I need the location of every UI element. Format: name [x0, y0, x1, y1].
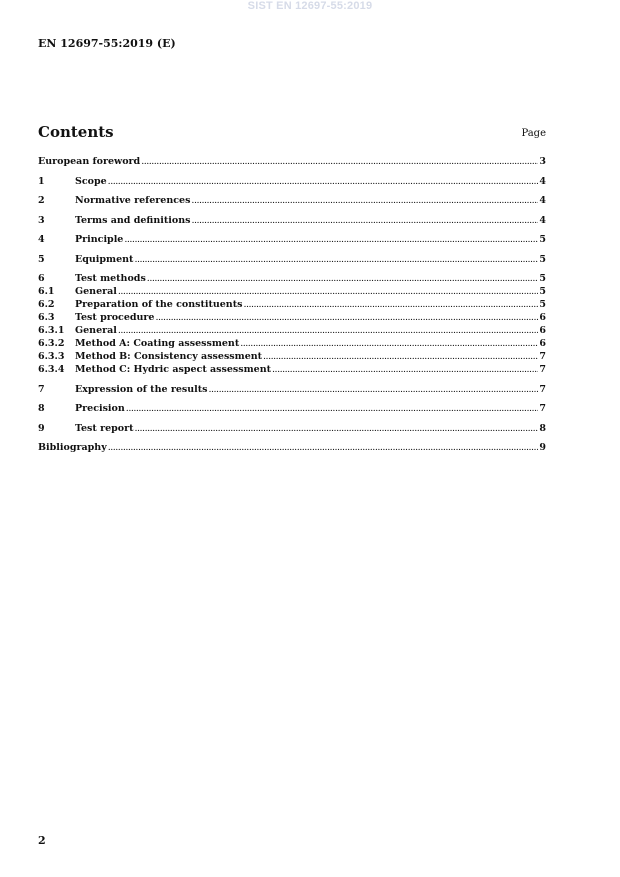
- toc-entry-title: Method C: Hydric aspect assessment: [75, 364, 272, 375]
- toc-entry-number: 6.3.2: [38, 338, 65, 349]
- toc-leader-dots: [118, 285, 538, 298]
- toc-entry-number: 1: [38, 175, 45, 187]
- toc-entry-page: 6: [539, 312, 546, 323]
- toc-entry-6-3-1-general[interactable]: [38, 324, 546, 337]
- toc-entry-title: General: [75, 325, 117, 336]
- toc-entry-number: 3: [38, 214, 45, 226]
- toc-entry-page: 8: [539, 422, 546, 434]
- toc-entry-normative-references[interactable]: [38, 194, 546, 207]
- toc-entry-title: Precision: [75, 403, 125, 414]
- toc-entry-title: Method A: Coating assessment: [75, 338, 240, 349]
- toc-entry-number: 6.3.4: [38, 364, 65, 375]
- toc-entry-title: European foreword: [38, 156, 141, 167]
- toc-entry-number: 4: [38, 234, 45, 245]
- page-column-label: Page: [521, 128, 546, 139]
- toc-entry-precision[interactable]: [38, 402, 546, 415]
- toc-entry-principle[interactable]: [38, 233, 546, 246]
- toc-entry-page: 7: [539, 364, 546, 375]
- toc-entry-page: 5: [539, 286, 546, 297]
- toc-entry-scope[interactable]: [38, 175, 546, 188]
- toc-entry-number: 6.2: [38, 299, 55, 310]
- toc-leader-dots: [243, 298, 538, 311]
- toc-leader-dots: [135, 422, 539, 435]
- toc-entry-foreword[interactable]: [38, 155, 546, 168]
- toc-leader-dots: [208, 383, 538, 396]
- toc-entry-title: Scope: [75, 175, 107, 187]
- toc-entry-test-report[interactable]: [38, 422, 546, 435]
- toc-entry-page: 6: [539, 338, 546, 349]
- toc-entry-expression-of-results[interactable]: [38, 383, 546, 396]
- toc-entry-page: 7: [539, 351, 546, 362]
- toc-entry-title: Test methods: [75, 273, 146, 284]
- toc-leader-dots: [108, 175, 539, 188]
- toc-entry-page: 5: [539, 253, 546, 265]
- table-of-contents: [38, 155, 546, 454]
- toc-leader-dots: [118, 324, 538, 337]
- toc-leader-dots: [147, 272, 539, 285]
- toc-entry-page: 7: [539, 403, 546, 414]
- toc-entry-number: 9: [38, 422, 45, 434]
- toc-entry-page: 9: [539, 442, 546, 453]
- toc-entry-title: Test procedure: [75, 312, 155, 323]
- toc-entry-title: Expression of the results: [75, 383, 208, 395]
- toc-entry-page: 5: [539, 299, 546, 310]
- toc-leader-dots: [272, 363, 538, 376]
- toc-entry-method-a[interactable]: [38, 337, 546, 350]
- toc-entry-test-procedure[interactable]: [38, 311, 546, 324]
- toc-leader-dots: [155, 311, 538, 324]
- toc-entry-title: Preparation of the constituents: [75, 299, 243, 310]
- toc-entry-title: General: [75, 286, 117, 297]
- toc-entry-page: 4: [539, 175, 546, 187]
- toc-leader-dots: [108, 441, 539, 454]
- toc-entry-title: Principle: [75, 234, 124, 245]
- toc-entry-equipment[interactable]: [38, 253, 546, 266]
- toc-leader-dots: [126, 402, 539, 415]
- toc-entry-page: 6: [539, 325, 546, 336]
- toc-entry-title: Equipment: [75, 253, 134, 265]
- toc-entry-page: 5: [539, 273, 546, 284]
- toc-leader-dots: [124, 233, 538, 246]
- toc-leader-dots: [240, 337, 538, 350]
- toc-entry-bibliography[interactable]: [38, 441, 546, 454]
- toc-entry-method-b[interactable]: [38, 350, 546, 363]
- toc-leader-dots: [263, 350, 538, 363]
- toc-entry-6-1-general[interactable]: [38, 285, 546, 298]
- toc-entry-title: Method B: Consistency assessment: [75, 351, 263, 362]
- toc-leader-dots: [191, 214, 538, 227]
- page-number: 2: [38, 834, 46, 847]
- toc-entry-page: 4: [539, 214, 546, 226]
- toc-entry-number: 8: [38, 403, 45, 414]
- toc-leader-dots: [141, 155, 538, 168]
- toc-entry-number: 7: [38, 383, 45, 395]
- toc-entry-title: Test report: [75, 422, 134, 434]
- toc-entry-page: 7: [539, 383, 546, 395]
- toc-entry-page: 4: [539, 195, 546, 206]
- toc-entry-page: 3: [539, 156, 546, 167]
- toc-entry-number: 6.3: [38, 312, 55, 323]
- toc-entry-title: Terms and definitions: [75, 214, 191, 226]
- toc-entry-method-c[interactable]: [38, 363, 546, 376]
- toc-entry-title: Normative references: [75, 195, 191, 206]
- toc-entry-title: Bibliography: [38, 442, 107, 453]
- toc-entry-number: 5: [38, 253, 45, 265]
- toc-entry-test-methods[interactable]: [38, 272, 546, 285]
- contents-heading: Contents: [38, 123, 114, 141]
- toc-entry-number: 2: [38, 195, 45, 206]
- toc-leader-dots: [134, 253, 538, 266]
- toc-entry-number: 6.3.1: [38, 325, 65, 336]
- toc-entry-number: 6.1: [38, 286, 55, 297]
- toc-entry-number: 6: [38, 273, 45, 284]
- toc-entry-terms-and-definitions[interactable]: [38, 214, 546, 227]
- toc-entry-number: 6.3.3: [38, 351, 65, 362]
- document-id: EN 12697-55:2019 (E): [38, 37, 176, 50]
- toc-leader-dots: [191, 194, 538, 207]
- toc-entry-preparation-of-constituents[interactable]: [38, 298, 546, 311]
- toc-entry-page: 5: [539, 234, 546, 245]
- watermark-text: SIST EN 12697-55:2019: [247, 0, 373, 12]
